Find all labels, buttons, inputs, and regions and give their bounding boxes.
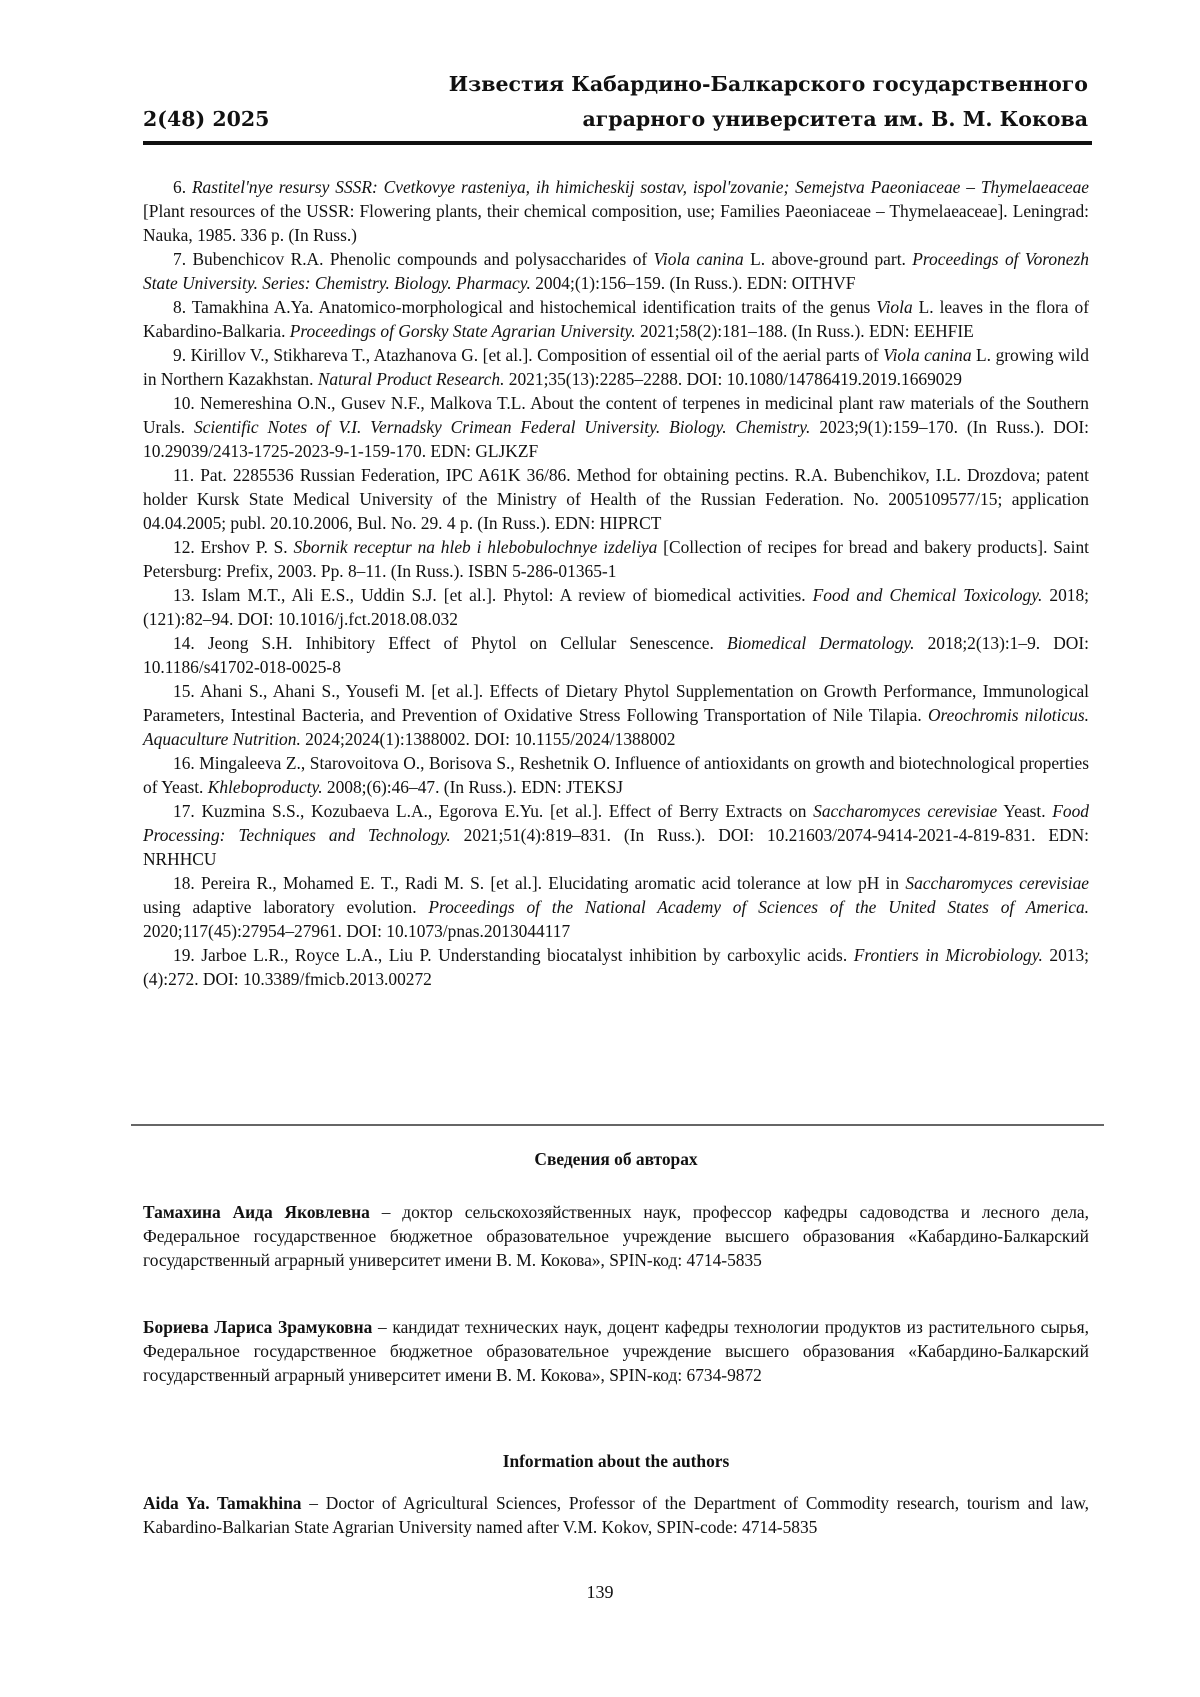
header-rule [143,141,1092,145]
reference-item: 9. Kirillov V., Stikhareva T., Atazhanova G. [et al.]. Composition of essential oil of the aerial parts of Viola canina L. growing wild in Northern Kazakhstan. Natural Product Research. 2021;35(13):2285–2288. DOI: 10.1080/14786419.2019.1669029 [143,343,1089,391]
reference-item: 13. Islam M.T., Ali E.S., Uddin S.J. [et al.]. Phytol: A review of biomedical activities. Food and Chemical Toxicology. 2018;(121):82–94. DOI: 10.1016/j.fct.2018.08.032 [143,583,1089,631]
reference-item: 11. Pat. 2285536 Russian Federation, IPC A61K 36/86. Method for obtaining pectins. R.A. Bubenchikov, I.L. Drozdova; patent holder Kursk State Medical University of the Ministry of Health of the Russian Federation. No. 2005109577/15; application 04.04.2005; publ. 20.10.2006, Bul. No. 29. 4 p. (In Russ.). EDN: HIPRCT [143,463,1089,535]
authors-en-heading: Information about the authors [143,1449,1089,1473]
reference-item: 16. Mingaleeva Z., Starovoitova O., Borisova S., Reshetnik O. Influence of antioxidants on growth and biotechnological properties of Yeast. Khleboproducty. 2008;(6):46–47. (In Russ.). EDN: JTEKSJ [143,751,1089,799]
references-list [143,175,1089,991]
author-en-1: Aida Ya. Tamakhina – Doctor of Agricultural Sciences, Professor of the Department of Commodity research, tourism and law, Kabardino-Balkarian State Agrarian University named after V.M. Kokov, SPIN-code: 4714-5835 [143,1491,1089,1539]
page [0,0,1200,1697]
reference-item: 18. Pereira R., Mohamed E. T., Radi M. S. [et al.]. Elucidating aromatic acid tolerance at low pH in Saccharomyces cerevisiae using adaptive laboratory evolution. Proceedings of the National Academy of Sciences of the United States of America. 2020;117(45):27954–27961. DOI: 10.1073/pnas.2013044117 [143,871,1089,943]
reference-item: 12. Ershov P. S. Sbornik receptur na hleb i hlebobulochnye izdeliya [Collection of recipes for bread and bakery products]. Saint Petersburg: Prefix, 2003. Pp. 8–11. (In Russ.). ISBN 5-286-01365-1 [143,535,1089,583]
reference-item: 15. Ahani S., Ahani S., Yousefi M. [et al.]. Effects of Dietary Phytol Supplementation on Growth Performance, Immunological Parameters, Intestinal Bacteria, and Prevention of Oxidative Stress Following Transportation of Nile Tilapia. Oreochromis niloticus. Aquaculture Nutrition. 2024;2024(1):1388002. DOI: 10.1155/2024/1388002 [143,679,1089,751]
section-divider [131,1124,1104,1126]
issue-number: 2(48) 2025 [143,105,269,133]
author-ru-2: Бориева Лариса Зрамуковна – кандидат технических наук, доцент кафедры технологии продуктов из растительного сырья, Федеральное государственное бюджетное образовательное учреждение высшего образования «Кабардино-Балкарский государственный аграрный университет имени В. М. Кокова», SPIN-код: 6734-9872 [143,1315,1089,1387]
page-number: 139 [0,1580,1200,1604]
journal-title-line2: аграрного университета им. В. М. Кокова [582,105,1088,133]
reference-item: 6. Rastitel'nye resursy SSSR: Cvetkovye rasteniya, ih himicheskij sostav, ispol'zovanie; Semejstva Paeoniaceae – Thymelaeaceae [Plant resources of the USSR: Flowering plants, their chemical composition, use; Families Paeoniaceae – Thymelaeaceae]. Leningrad: Nauka, 1985. 336 p. (In Russ.) [143,175,1089,247]
reference-item: 8. Tamakhina A.Ya. Anatomico-morphological and histochemical identification traits of the genus Viola L. leaves in the flora of Kabardino-Balkaria. Proceedings of Gorsky State Agrarian University. 2021;58(2):181–188. (In Russ.). EDN: EEHFIE [143,295,1089,343]
reference-item: 10. Nemereshina O.N., Gusev N.F., Malkova T.L. About the content of terpenes in medicinal plant raw materials of the Southern Urals. Scientific Notes of V.I. Vernadsky Crimean Federal University. Biology. Chemistry. 2023;9(1):159–170. (In Russ.). DOI: 10.29039/2413-1725-2023-9-1-159-170. EDN: GLJKZF [143,391,1089,463]
reference-item: 7. Bubenchicov R.A. Phenolic compounds and polysaccharides of Viola canina L. above-ground part. Proceedings of Voronezh State University. Series: Chemistry. Biology. Pharmacy. 2004;(1):156–159. (In Russ.). EDN: OITHVF [143,247,1089,295]
authors-ru-heading: Сведения об авторах [143,1147,1089,1171]
author-ru-1: Тамахина Аида Яковлевна – доктор сельскохозяйственных наук, профессор кафедры садоводства и лесного дела, Федеральное государственное бюджетное образовательное учреждение высшего образования «Кабардино-Балкарский государственный аграрный университет имени В. М. Кокова», SPIN-код: 4714-5835 [143,1200,1089,1272]
reference-item: 17. Kuzmina S.S., Kozubaeva L.A., Egorova E.Yu. [et al.]. Effect of Berry Extracts on Saccharomyces cerevisiae Yeast. Food Processing: Techniques and Technology. 2021;51(4):819–831. (In Russ.). DOI: 10.21603/2074-9414-2021-4-819-831. EDN: NRHHCU [143,799,1089,871]
journal-title-line1: Известия Кабардино-Балкарского государственного [143,70,1088,98]
reference-item: 14. Jeong S.H. Inhibitory Effect of Phytol on Cellular Senescence. Biomedical Dermatology. 2018;2(13):1–9. DOI: 10.1186/s41702-018-0025-8 [143,631,1089,679]
header-row [143,105,1088,135]
reference-item: 19. Jarboe L.R., Royce L.A., Liu P. Understanding biocatalyst inhibition by carboxylic acids. Frontiers in Microbiology. 2013;(4):272. DOI: 10.3389/fmicb.2013.00272 [143,943,1089,991]
